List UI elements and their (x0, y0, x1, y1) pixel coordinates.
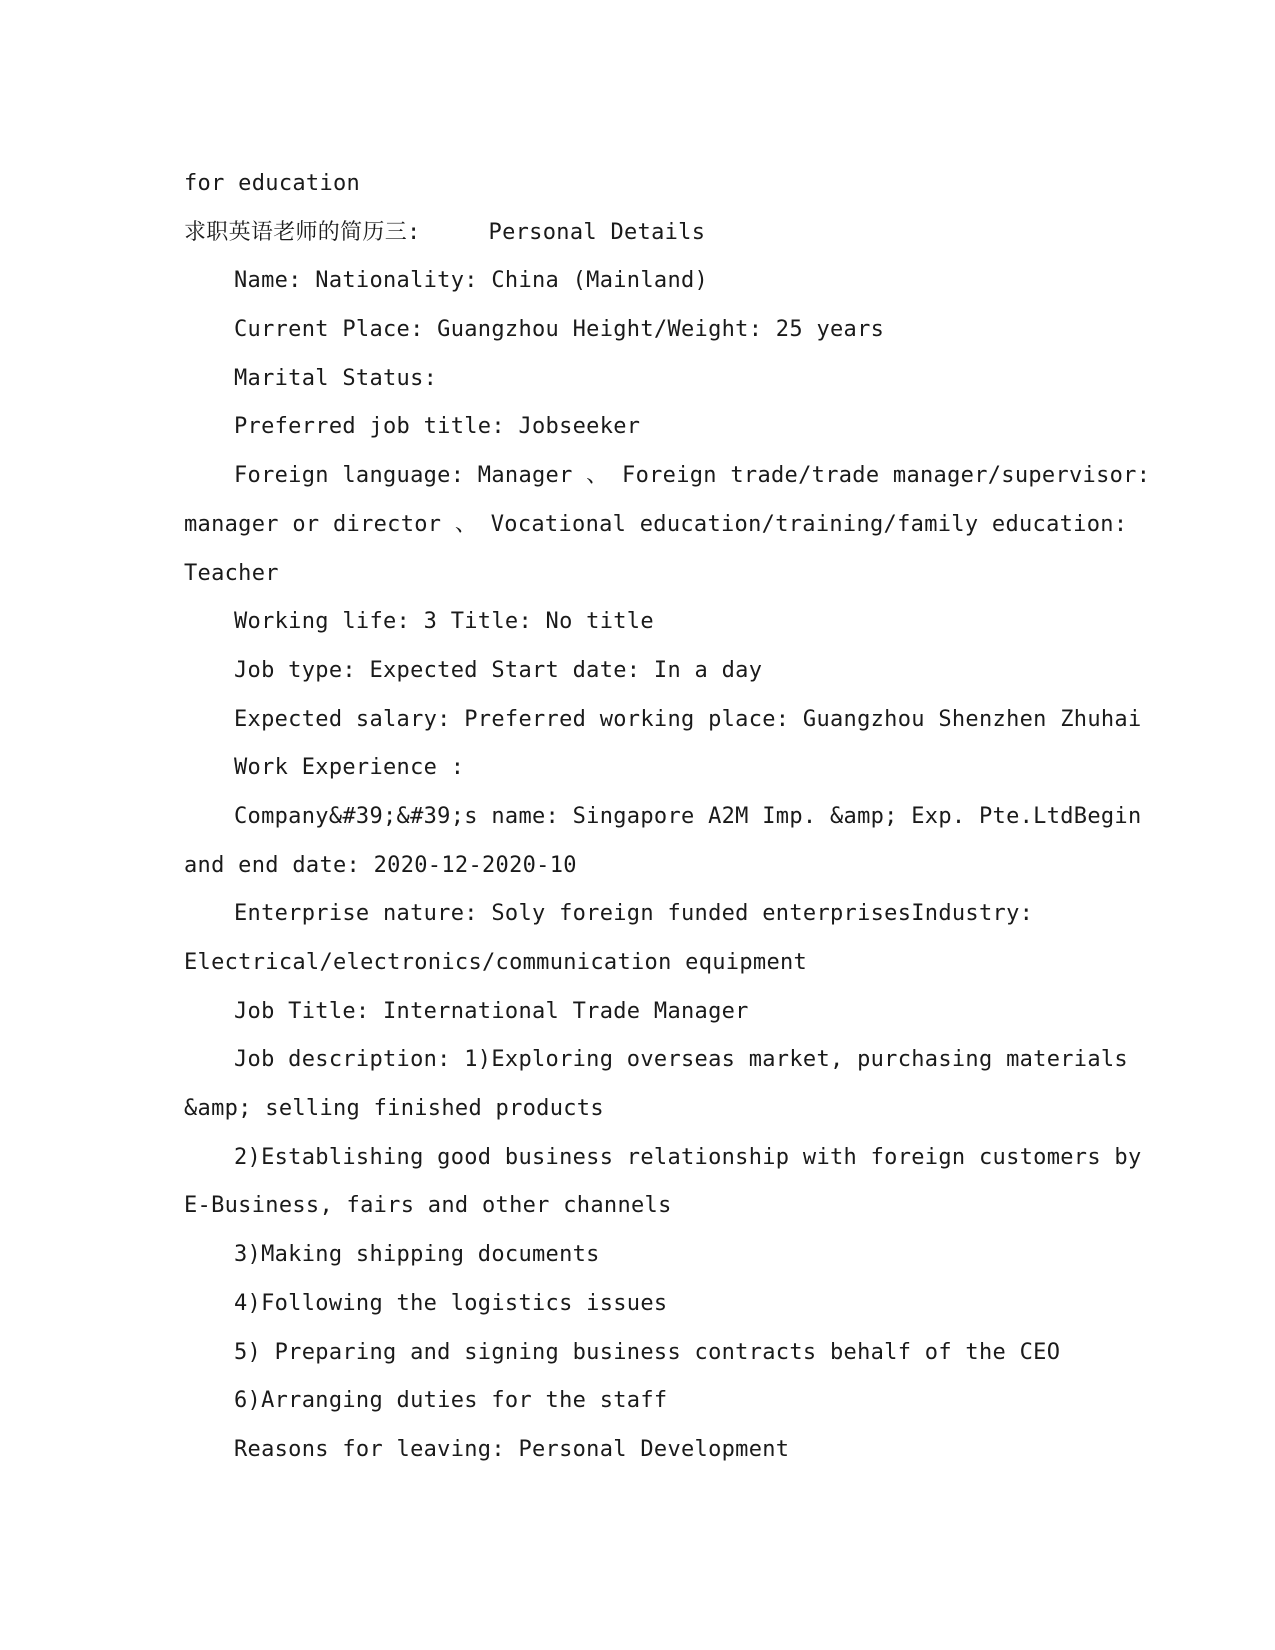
text-line: Teacher (184, 560, 279, 586)
text-line: Job description: 1)Exploring overseas market, purchasing materials (234, 1047, 1128, 1073)
text-line: Electrical/electronics/communication equipment (184, 950, 808, 975)
resume-title: 求职英语老师的简历三: (184, 219, 421, 245)
text-line: Current Place: Guangzhou Height/Weight: 25 years (234, 317, 885, 343)
text-line: Company&#39;&#39;s name: Singapore A2M Imp. &amp; Exp. Pte.LtdBegin (234, 803, 1142, 829)
text-line: for education (184, 171, 361, 196)
text-line: Foreign language: Manager 、 Foreign trade/trade manager/supervisor: (234, 463, 1151, 489)
text-line: Marital Status: (234, 365, 438, 391)
text-line: 2)Establishing good business relationship with foreign customers by (234, 1144, 1142, 1170)
section-heading-work-experience: Work Experience : (234, 755, 465, 781)
section-heading-personal-details: Personal Details (488, 219, 706, 245)
text-line: Working life: 3 Title: No title (234, 609, 654, 635)
text-line: Name: Nationality: China (Mainland) (234, 268, 709, 294)
text-line: 3)Making shipping documents (234, 1242, 600, 1268)
text-line: Job type: Expected Start date: In a day (234, 657, 763, 683)
text-line: and end date: 2020-12-2020-10 (184, 852, 577, 878)
text-line: Expected salary: Preferred working place: Guangzhou Shenzhen Zhuhai (234, 706, 1142, 732)
text-line: 5) Preparing and signing business contracts behalf of the CEO (234, 1339, 1061, 1365)
heading-line (184, 209, 1084, 258)
text-line: 4)Following the logistics issues (234, 1290, 668, 1316)
text-line: Reasons for leaving: Personal Development (234, 1436, 790, 1462)
text-line: &amp; selling finished products (184, 1096, 604, 1122)
text-line: E-Business, fairs and other channels (184, 1193, 672, 1219)
text-line: Enterprise nature: Soly foreign funded enterprisesIndustry: (234, 901, 1034, 927)
text-line: 6)Arranging duties for the staff (234, 1388, 668, 1414)
text-line: Preferred job title: Jobseeker (234, 414, 641, 440)
text-line: manager or director 、 Vocational education/training/family education: (184, 511, 1128, 537)
text-line: Job Title: International Trade Manager (234, 998, 749, 1024)
document-body (184, 160, 1151, 1475)
